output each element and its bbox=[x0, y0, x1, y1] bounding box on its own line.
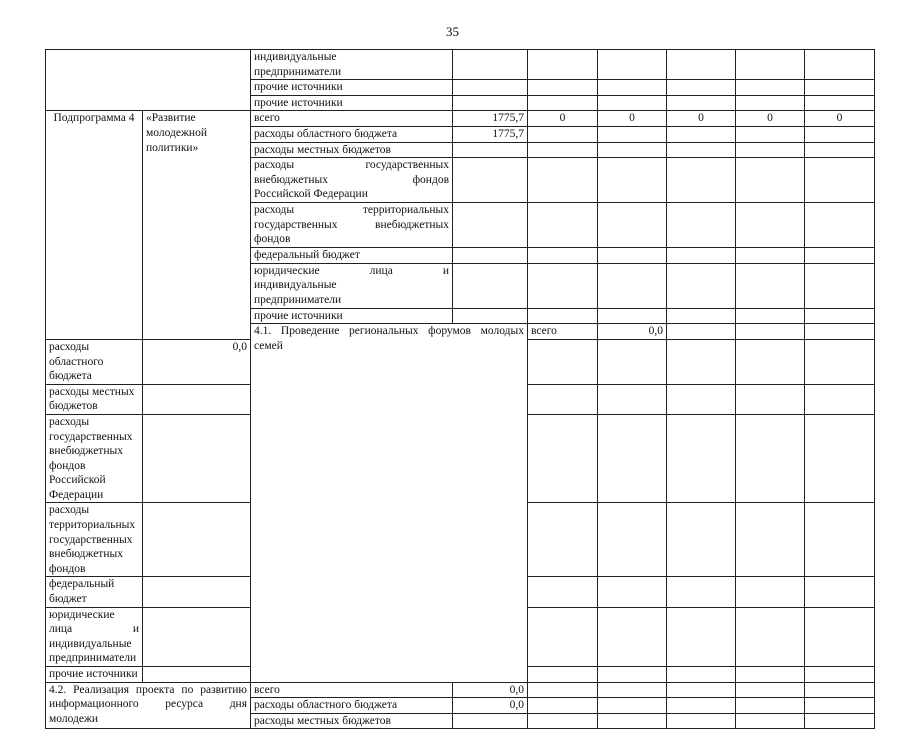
value-cell: 0,0 bbox=[453, 698, 528, 714]
source-cell: расходы территориальных государственных внебюджетных фондов bbox=[251, 203, 453, 248]
source-cell: расходы областного бюджета bbox=[251, 126, 453, 142]
source-cell: расходы областного бюджета bbox=[251, 698, 453, 714]
source-cell: всего bbox=[251, 111, 453, 127]
budget-table bbox=[45, 49, 875, 729]
table-row bbox=[46, 50, 875, 80]
value-cell: 0,0 bbox=[143, 339, 251, 384]
value-cell: 0 bbox=[736, 111, 805, 127]
source-cell: федеральный бюджет bbox=[251, 248, 453, 264]
source-cell: юридические лица и индивидуальные предприниматели bbox=[251, 263, 453, 308]
source-cell: федеральный бюджет bbox=[46, 577, 143, 607]
source-cell: расходы местных бюджетов bbox=[251, 713, 453, 729]
source-cell: расходы территориальных государственных внебюджетных фондов bbox=[46, 503, 143, 577]
source-cell: прочие источники bbox=[251, 80, 453, 96]
source-cell: расходы местных бюджетов bbox=[46, 384, 143, 414]
value-cell: 0 bbox=[667, 111, 736, 127]
source-cell: расходы государственных внебюджетных фондов Российской Федерации bbox=[251, 158, 453, 203]
source-cell: всего bbox=[528, 324, 598, 340]
source-cell: расходы областного бюджета bbox=[46, 339, 143, 384]
value-cell: 0 bbox=[528, 111, 598, 127]
page-number: 35 bbox=[446, 24, 459, 39]
source-cell: расходы местных бюджетов bbox=[251, 142, 453, 158]
source-cell: всего bbox=[251, 682, 453, 698]
table-row bbox=[46, 111, 875, 127]
source-cell: юридические лица и индивидуальные предприниматели bbox=[46, 607, 143, 666]
source-cell: прочие источники bbox=[46, 667, 143, 683]
subprogram-label: Подпрограмма 4 bbox=[46, 111, 143, 340]
empty-cell bbox=[46, 50, 251, 111]
table-row bbox=[46, 682, 875, 698]
event-title: 4.1. Проведение региональных форумов молодых семей bbox=[251, 324, 528, 682]
source-cell: индивидуальные предприниматели bbox=[251, 50, 453, 80]
value-cell: 0 bbox=[805, 111, 875, 127]
value-cell: 0 bbox=[598, 111, 667, 127]
source-cell: прочие источники bbox=[251, 95, 453, 111]
event-title: 4.2. Реализация проекта по развитию информационного ресурса дня молодежи bbox=[46, 682, 251, 729]
subprogram-name: «Развитие молодежной политики» bbox=[143, 111, 251, 340]
value-cell: 1775,7 bbox=[453, 111, 528, 127]
value-cell: 1775,7 bbox=[453, 126, 528, 142]
source-cell: расходы государственных внебюджетных фондов Российской Федерации bbox=[46, 414, 143, 503]
source-cell: прочие источники bbox=[251, 308, 453, 324]
value-cell: 0,0 bbox=[453, 682, 528, 698]
value-cell: 0,0 bbox=[598, 324, 667, 340]
